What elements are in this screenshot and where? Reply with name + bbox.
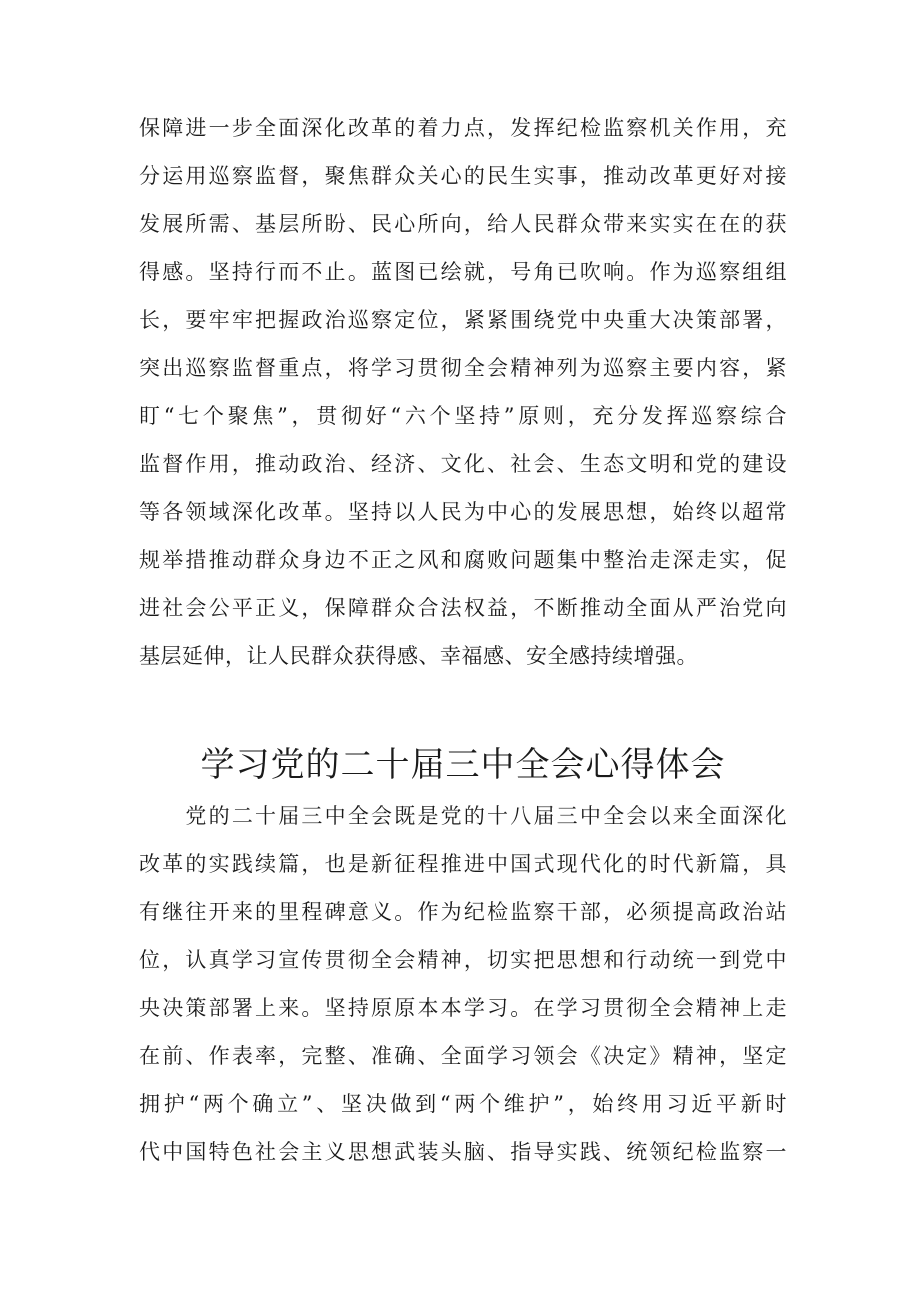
- paragraph-line: 进社会公平正义，保障群众合法权益，不断推动全面从严治党向: [139, 596, 787, 620]
- paragraph-line: 盯“七个聚焦”，贯彻好“六个坚持”原则，充分发挥巡察综合: [139, 404, 787, 428]
- paragraph-line: 等各领域深化改革。坚持以人民为中心的发展思想，始终以超常: [139, 500, 787, 524]
- paragraph-line: 基层延伸，让人民群众获得感、幸福感、安全感持续增强。: [139, 644, 698, 668]
- paragraph-line: 突出巡察监督重点，将学习贯彻全会精神列为巡察主要内容，紧: [139, 356, 787, 380]
- paragraph-line: 党的二十届三中全会既是党的十八届三中全会以来全面深化: [139, 804, 787, 828]
- paragraph-line: 有继往开来的里程碑意义。作为纪检监察干部，必须提高政治站: [139, 900, 787, 924]
- paragraph-line: 得感。坚持行而不止。蓝图已绘就，号角已吹响。作为巡察组组: [139, 260, 787, 284]
- paragraph-line: 在前、作表率，完整、准确、全面学习领会《决定》精神，坚定: [139, 1044, 787, 1068]
- paragraph-line: 发展所需、基层所盼、民心所向，给人民群众带来实实在在的获: [139, 212, 787, 236]
- paragraph-line: 改革的实践续篇，也是新征程推进中国式现代化的时代新篇，具: [139, 852, 787, 876]
- paragraph-line: 央决策部署上来。坚持原原本本学习。在学习贯彻全会精神上走: [139, 996, 787, 1020]
- paragraph-line: 长，要牢牢把握政治巡察定位，紧紧围绕党中央重大决策部署，: [139, 308, 787, 332]
- paragraph-line: 代中国特色社会主义思想武装头脑、指导实践、统领纪检监察一: [139, 1140, 787, 1164]
- paragraph-line: 位，认真学习宣传贯彻全会精神，切实把思想和行动统一到党中: [139, 948, 787, 972]
- paragraph-line: 规举措推动群众身边不正之风和腐败问题集中整治走深走实，促: [139, 548, 787, 572]
- paragraph-line: 保障进一步全面深化改革的着力点，发挥纪检监察机关作用，充: [139, 116, 787, 140]
- paragraph-line: 分运用巡察监督，聚焦群众关心的民生实事，推动改革更好对接: [139, 164, 787, 188]
- paragraph-line: 拥护“两个确立”、坚决做到“两个维护”，始终用习近平新时: [139, 1092, 787, 1116]
- paragraph-line: 监督作用，推动政治、经济、文化、社会、生态文明和党的建设: [139, 452, 787, 476]
- section-title: 学习党的二十届三中全会心得体会: [200, 745, 726, 785]
